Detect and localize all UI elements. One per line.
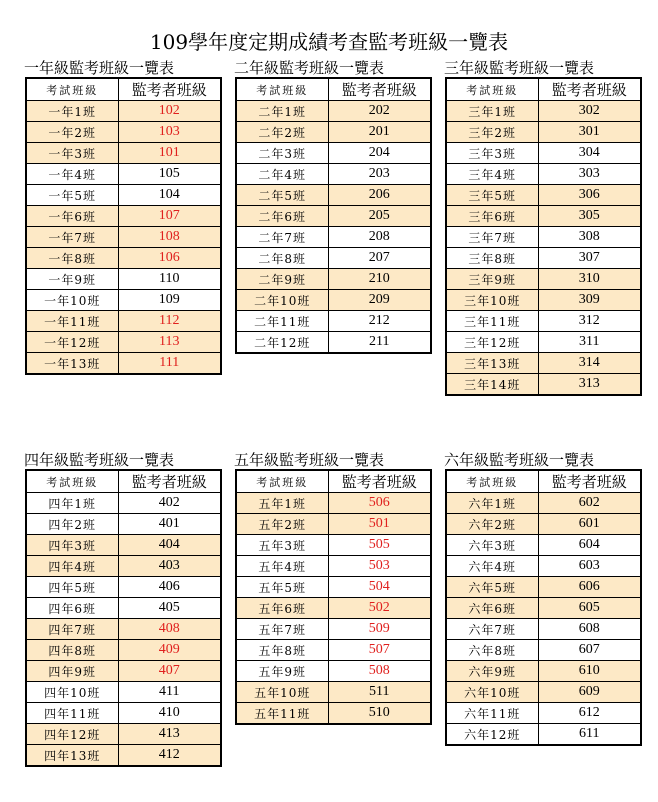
proctor-class-cell: 207 (328, 248, 431, 269)
proctor-class-cell: 409 (118, 640, 221, 661)
proctor-class-cell: 308 (538, 227, 641, 248)
exam-class-cell: 一年12班 (26, 332, 118, 353)
exam-class-header: 考試班級 (236, 470, 328, 493)
exam-class-cell: 三年10班 (446, 290, 538, 311)
table-row (236, 122, 431, 143)
proctor-class-cell: 106 (118, 248, 221, 269)
exam-class-cell: 一年8班 (26, 248, 118, 269)
exam-class-cell: 二年4班 (236, 164, 328, 185)
proctor-class-cell: 408 (118, 619, 221, 640)
table-title: 三年級監考班級一覽表 (444, 59, 595, 77)
table-row (236, 493, 431, 514)
table-row (236, 269, 431, 290)
table-row (26, 164, 221, 185)
proctor-class-cell: 302 (538, 101, 641, 122)
table-row (26, 682, 221, 703)
table-row (26, 269, 221, 290)
proctor-class-cell: 113 (118, 332, 221, 353)
proctor-class-header: 監考者班級 (538, 470, 641, 493)
table-row (26, 619, 221, 640)
exam-class-cell: 二年10班 (236, 290, 328, 311)
exam-class-cell: 六年3班 (446, 535, 538, 556)
proctor-class-cell: 314 (538, 353, 641, 374)
proctor-class-cell: 505 (328, 535, 431, 556)
table-row (26, 745, 221, 767)
table-row (236, 248, 431, 269)
exam-class-cell: 五年5班 (236, 577, 328, 598)
exam-class-cell: 六年6班 (446, 598, 538, 619)
table-row (236, 311, 431, 332)
exam-class-cell: 四年1班 (26, 493, 118, 514)
table-row (26, 311, 221, 332)
proctor-class-cell: 609 (538, 682, 641, 703)
proctor-class-cell: 208 (328, 227, 431, 248)
proctor-class-cell: 407 (118, 661, 221, 682)
exam-class-cell: 六年12班 (446, 724, 538, 746)
exam-class-cell: 五年4班 (236, 556, 328, 577)
proctor-class-cell: 612 (538, 703, 641, 724)
table-row (446, 493, 641, 514)
table-row (236, 514, 431, 535)
exam-class-cell: 三年2班 (446, 122, 538, 143)
proctor-class-cell: 301 (538, 122, 641, 143)
table-title: 五年級監考班級一覽表 (234, 451, 385, 469)
exam-class-cell: 三年8班 (446, 248, 538, 269)
proctor-class-header: 監考者班級 (328, 78, 431, 101)
proctor-class-cell: 205 (328, 206, 431, 227)
proctor-class-cell: 306 (538, 185, 641, 206)
exam-class-cell: 四年8班 (26, 640, 118, 661)
table-row (446, 164, 641, 185)
proctor-class-cell: 604 (538, 535, 641, 556)
table-row (236, 556, 431, 577)
table-row (26, 353, 221, 375)
proctor-class-cell: 411 (118, 682, 221, 703)
proctor-class-cell: 606 (538, 577, 641, 598)
table-row (446, 724, 641, 746)
exam-class-cell: 二年6班 (236, 206, 328, 227)
table-title: 一年級監考班級一覽表 (24, 59, 175, 77)
exam-class-cell: 三年6班 (446, 206, 538, 227)
exam-class-cell: 六年2班 (446, 514, 538, 535)
table-row (236, 290, 431, 311)
exam-class-cell: 二年12班 (236, 332, 328, 354)
table-header-row (446, 78, 641, 101)
table-header-row (26, 78, 221, 101)
proctor-class-cell: 305 (538, 206, 641, 227)
table-row (446, 514, 641, 535)
exam-class-cell: 三年5班 (446, 185, 538, 206)
table-row (236, 640, 431, 661)
table-row (446, 682, 641, 703)
table-row (26, 577, 221, 598)
proctor-class-cell: 304 (538, 143, 641, 164)
exam-class-cell: 二年5班 (236, 185, 328, 206)
exam-class-cell: 六年4班 (446, 556, 538, 577)
exam-class-cell: 五年10班 (236, 682, 328, 703)
exam-class-cell: 四年7班 (26, 619, 118, 640)
proctor-class-cell: 601 (538, 514, 641, 535)
exam-class-cell: 四年10班 (26, 682, 118, 703)
exam-class-cell: 一年3班 (26, 143, 118, 164)
proctor-class-cell: 101 (118, 143, 221, 164)
proctor-class-cell: 203 (328, 164, 431, 185)
table-header-row (236, 78, 431, 101)
grade-5-block (235, 452, 430, 725)
table-row (26, 122, 221, 143)
exam-class-cell: 二年1班 (236, 101, 328, 122)
exam-class-cell: 六年1班 (446, 493, 538, 514)
exam-class-cell: 四年4班 (26, 556, 118, 577)
proctor-class-cell: 104 (118, 185, 221, 206)
proctor-class-cell: 501 (328, 514, 431, 535)
proctor-table (235, 469, 432, 725)
table-row (26, 598, 221, 619)
table-row (446, 290, 641, 311)
table-row (446, 619, 641, 640)
table-row (446, 535, 641, 556)
proctor-class-header: 監考者班級 (118, 470, 221, 493)
exam-class-cell: 三年9班 (446, 269, 538, 290)
proctor-class-cell: 311 (538, 332, 641, 353)
table-row (446, 661, 641, 682)
exam-class-header: 考試班級 (26, 78, 118, 101)
table-row (446, 206, 641, 227)
exam-class-cell: 二年7班 (236, 227, 328, 248)
table-row (446, 143, 641, 164)
proctor-table (235, 77, 432, 354)
exam-class-cell: 二年3班 (236, 143, 328, 164)
exam-class-header: 考試班級 (446, 470, 538, 493)
exam-class-cell: 五年7班 (236, 619, 328, 640)
table-row (446, 101, 641, 122)
table-row (446, 577, 641, 598)
exam-class-header: 考試班級 (236, 78, 328, 101)
exam-class-cell: 五年8班 (236, 640, 328, 661)
proctor-class-cell: 310 (538, 269, 641, 290)
table-row (236, 227, 431, 248)
proctor-class-cell: 111 (118, 353, 221, 375)
proctor-class-cell: 607 (538, 640, 641, 661)
table-row (446, 185, 641, 206)
table-row (236, 703, 431, 725)
proctor-class-cell: 303 (538, 164, 641, 185)
proctor-class-header: 監考者班級 (328, 470, 431, 493)
proctor-class-cell: 611 (538, 724, 641, 746)
table-row (446, 227, 641, 248)
table-header-row (446, 470, 641, 493)
proctor-class-cell: 105 (118, 164, 221, 185)
proctor-class-cell: 313 (538, 374, 641, 396)
exam-class-cell: 四年13班 (26, 745, 118, 767)
proctor-class-cell: 412 (118, 745, 221, 767)
table-row (446, 374, 641, 396)
table-row (26, 227, 221, 248)
exam-class-cell: 五年3班 (236, 535, 328, 556)
table-row (446, 248, 641, 269)
table-row (446, 353, 641, 374)
exam-class-cell: 二年11班 (236, 311, 328, 332)
exam-class-cell: 六年10班 (446, 682, 538, 703)
exam-class-cell: 一年7班 (26, 227, 118, 248)
proctor-class-cell: 110 (118, 269, 221, 290)
proctor-class-header: 監考者班級 (118, 78, 221, 101)
proctor-class-cell: 112 (118, 311, 221, 332)
table-row (26, 556, 221, 577)
proctor-class-cell: 212 (328, 311, 431, 332)
table-row (26, 143, 221, 164)
exam-class-cell: 三年1班 (446, 101, 538, 122)
exam-class-cell: 三年13班 (446, 353, 538, 374)
proctor-class-cell: 502 (328, 598, 431, 619)
exam-class-cell: 五年9班 (236, 661, 328, 682)
exam-class-cell: 五年1班 (236, 493, 328, 514)
table-row (236, 143, 431, 164)
table-row (446, 598, 641, 619)
exam-class-cell: 一年5班 (26, 185, 118, 206)
table-row (446, 122, 641, 143)
table-row (446, 311, 641, 332)
proctor-class-cell: 503 (328, 556, 431, 577)
table-row (236, 598, 431, 619)
proctor-class-cell: 307 (538, 248, 641, 269)
exam-class-cell: 五年6班 (236, 598, 328, 619)
proctor-class-cell: 504 (328, 577, 431, 598)
table-header-row (26, 470, 221, 493)
table-row (26, 248, 221, 269)
exam-class-cell: 一年6班 (26, 206, 118, 227)
table-row (26, 206, 221, 227)
exam-class-cell: 六年8班 (446, 640, 538, 661)
table-row (236, 164, 431, 185)
proctor-class-cell: 209 (328, 290, 431, 311)
exam-class-cell: 六年11班 (446, 703, 538, 724)
table-row (26, 290, 221, 311)
table-title: 四年級監考班級一覽表 (24, 451, 175, 469)
proctor-table (25, 77, 222, 375)
exam-class-cell: 三年3班 (446, 143, 538, 164)
exam-class-cell: 二年9班 (236, 269, 328, 290)
proctor-class-cell: 406 (118, 577, 221, 598)
exam-class-cell: 六年9班 (446, 661, 538, 682)
table-row (26, 661, 221, 682)
exam-class-cell: 二年2班 (236, 122, 328, 143)
proctor-table (445, 77, 642, 396)
table-header-row (236, 470, 431, 493)
exam-class-cell: 四年11班 (26, 703, 118, 724)
table-row (236, 101, 431, 122)
table-row (446, 332, 641, 353)
exam-class-cell: 三年7班 (446, 227, 538, 248)
proctor-class-cell: 610 (538, 661, 641, 682)
exam-class-cell: 三年14班 (446, 374, 538, 396)
proctor-class-cell: 511 (328, 682, 431, 703)
table-row (236, 682, 431, 703)
table-row (236, 206, 431, 227)
proctor-table (445, 469, 642, 746)
exam-class-cell: 一年2班 (26, 122, 118, 143)
proctor-class-cell: 107 (118, 206, 221, 227)
exam-class-cell: 三年11班 (446, 311, 538, 332)
table-row (236, 332, 431, 354)
table-row (26, 185, 221, 206)
grade-6-block (445, 452, 640, 746)
proctor-class-cell: 602 (538, 493, 641, 514)
table-row (26, 101, 221, 122)
exam-class-cell: 五年2班 (236, 514, 328, 535)
grade-1-block (25, 60, 220, 375)
table-row (446, 556, 641, 577)
table-row (236, 185, 431, 206)
proctor-class-cell: 309 (538, 290, 641, 311)
proctor-class-cell: 510 (328, 703, 431, 725)
exam-class-cell: 四年12班 (26, 724, 118, 745)
proctor-class-cell: 108 (118, 227, 221, 248)
exam-class-cell: 三年12班 (446, 332, 538, 353)
table-title: 二年級監考班級一覽表 (234, 59, 385, 77)
grade-3-block (445, 60, 640, 396)
exam-class-cell: 一年1班 (26, 101, 118, 122)
proctor-class-cell: 202 (328, 101, 431, 122)
grade-4-block (25, 452, 220, 767)
exam-class-cell: 四年2班 (26, 514, 118, 535)
exam-class-cell: 四年6班 (26, 598, 118, 619)
proctor-class-cell: 507 (328, 640, 431, 661)
grade-2-block (235, 60, 430, 354)
proctor-class-cell: 405 (118, 598, 221, 619)
proctor-class-cell: 603 (538, 556, 641, 577)
table-row (236, 661, 431, 682)
proctor-class-cell: 413 (118, 724, 221, 745)
exam-class-cell: 一年10班 (26, 290, 118, 311)
proctor-table (25, 469, 222, 767)
table-row (26, 535, 221, 556)
exam-class-cell: 五年11班 (236, 703, 328, 725)
proctor-class-cell: 508 (328, 661, 431, 682)
exam-class-header: 考試班級 (26, 470, 118, 493)
proctor-class-cell: 204 (328, 143, 431, 164)
proctor-class-cell: 403 (118, 556, 221, 577)
table-row (236, 619, 431, 640)
table-row (26, 724, 221, 745)
proctor-class-cell: 605 (538, 598, 641, 619)
proctor-class-cell: 410 (118, 703, 221, 724)
proctor-class-cell: 206 (328, 185, 431, 206)
proctor-class-cell: 201 (328, 122, 431, 143)
table-row (236, 577, 431, 598)
exam-class-cell: 一年9班 (26, 269, 118, 290)
proctor-class-header: 監考者班級 (538, 78, 641, 101)
proctor-class-cell: 211 (328, 332, 431, 354)
proctor-class-cell: 102 (118, 101, 221, 122)
table-row (446, 269, 641, 290)
exam-class-cell: 六年5班 (446, 577, 538, 598)
proctor-class-cell: 506 (328, 493, 431, 514)
exam-class-cell: 六年7班 (446, 619, 538, 640)
proctor-class-cell: 402 (118, 493, 221, 514)
exam-class-cell: 一年4班 (26, 164, 118, 185)
table-row (26, 514, 221, 535)
exam-class-cell: 四年5班 (26, 577, 118, 598)
proctor-class-cell: 312 (538, 311, 641, 332)
proctor-class-cell: 210 (328, 269, 431, 290)
exam-class-cell: 一年11班 (26, 311, 118, 332)
exam-class-cell: 一年13班 (26, 353, 118, 375)
table-row (26, 640, 221, 661)
exam-class-cell: 四年3班 (26, 535, 118, 556)
proctor-class-cell: 401 (118, 514, 221, 535)
proctor-class-cell: 608 (538, 619, 641, 640)
table-row (26, 703, 221, 724)
page-title: 109學年度定期成績考查監考班級一覽表 (149, 30, 509, 54)
proctor-class-cell: 103 (118, 122, 221, 143)
exam-class-cell: 四年9班 (26, 661, 118, 682)
proctor-class-cell: 109 (118, 290, 221, 311)
table-row (446, 703, 641, 724)
table-row (26, 332, 221, 353)
proctor-class-cell: 404 (118, 535, 221, 556)
table-row (236, 535, 431, 556)
exam-class-header: 考試班級 (446, 78, 538, 101)
table-row (26, 493, 221, 514)
exam-class-cell: 三年4班 (446, 164, 538, 185)
proctor-class-cell: 509 (328, 619, 431, 640)
table-title: 六年級監考班級一覽表 (444, 451, 595, 469)
exam-class-cell: 二年8班 (236, 248, 328, 269)
table-row (446, 640, 641, 661)
